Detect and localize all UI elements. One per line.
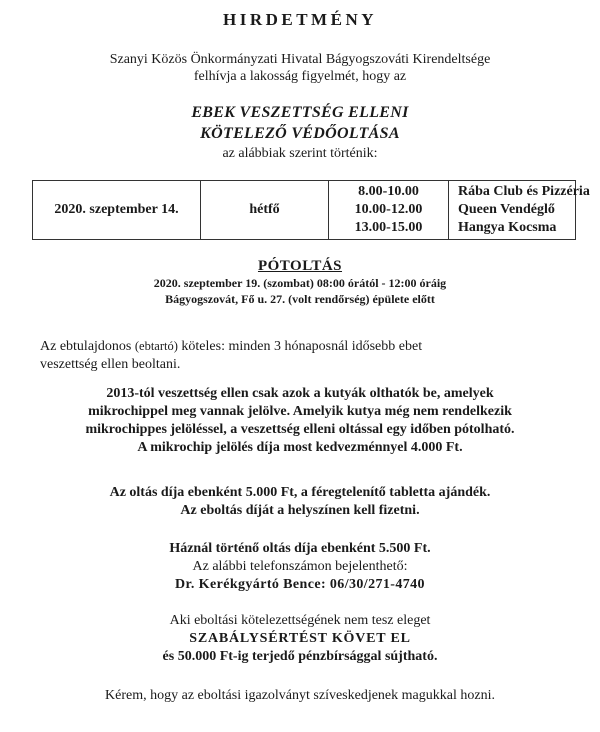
schedule-places — [449, 181, 590, 239]
schedule-time-2: 10.00-12.00 — [354, 202, 423, 217]
schedule-place-3: Hangya Kocsma — [458, 220, 557, 235]
schedule-table — [32, 180, 590, 240]
fine-offence: SZABÁLYSÉRTÉST KÖVET EL — [189, 631, 411, 646]
fine-line-1: Aki eboltási kötelezettségének nem tesz eleget — [169, 613, 431, 628]
makeup-title: PÓTOLTÁS — [257, 258, 343, 274]
issuer-line-1: Szanyi Közös Önkormányzati Hivatal Bágyogszováti Kirendeltsége — [109, 52, 491, 67]
chip-line-3: mikrochippes jelöléssel, a veszettség elleni oltással egy időben pótolható. — [85, 422, 515, 437]
fee-notice — [0, 484, 600, 520]
schedule-place-2: Queen Vendéglő — [458, 202, 555, 217]
fine-amount: és 50.000 Ft-ig terjedő pénzbírsággal sújtható. — [162, 649, 438, 664]
home-contact: Dr. Kerékgyártó Bence: 06/30/271-4740 — [175, 577, 425, 592]
owner-obligation — [40, 337, 570, 374]
fee-line-2: Az eboltás díját a helyszínen kell fizetni. — [180, 503, 420, 518]
owner-text-b: (ebtartó) — [134, 339, 178, 353]
home-phone-intro: Az alábbi telefonszámon bejelenthető: — [192, 559, 408, 574]
subject-line-3: az alábbiak szerint történik: — [222, 146, 378, 161]
page-title: HIRDETMÉNY — [222, 10, 377, 29]
home-vaccination-notice — [0, 540, 600, 594]
schedule-day: hétfő — [201, 181, 329, 239]
chip-line-1: 2013-tól veszettség ellen csak azok a kutyák olthatók be, amelyek — [106, 386, 494, 401]
subject-line-1: EBEK VESZETTSÉG ELLENI — [191, 104, 409, 121]
schedule-place-1: Rába Club és Pizzéria — [458, 184, 590, 199]
owner-text-d: : minden 3 hónaposnál idősebb ebet — [221, 339, 423, 354]
penalty-notice — [0, 612, 600, 666]
microchip-notice — [0, 385, 600, 457]
home-fee: Háznál történő oltás díja ebenként 5.500 Ft. — [169, 541, 431, 556]
schedule-time-1: 8.00-10.00 — [358, 184, 419, 199]
makeup-date: 2020. szeptember 19. (szombat) 08:00 órától - 12:00 óráig — [153, 276, 447, 290]
closing-request: Kérem, hogy az eboltási igazolványt szíveskedjenek magukkal hozni. — [105, 688, 495, 703]
owner-text-line2: veszettség ellen beoltani. — [40, 357, 181, 372]
schedule-time-3: 13.00-15.00 — [354, 220, 423, 235]
schedule-times — [329, 181, 449, 239]
owner-text-c: köteles — [177, 339, 222, 354]
schedule-date: 2020. szeptember 14. — [33, 181, 201, 239]
fee-line-1: Az oltás díja ebenként 5.000 Ft, a féregtelenítő tabletta ajándék. — [109, 485, 491, 500]
chip-line-2: mikrochippel meg vannak jelölve. Amelyik kutya még nem rendelkezik — [88, 404, 512, 419]
owner-text-a: Az ebtulajdonos — [40, 339, 135, 354]
chip-line-4: A mikrochip jelölés díja most kedvezménnyel 4.000 Ft. — [137, 440, 463, 455]
makeup-location: Bágyogszovát, Fő u. 27. (volt rendőrség) épülete előtt — [165, 292, 435, 306]
subject-line-2: KÖTELEZŐ VÉDŐOLTÁSA — [200, 125, 400, 142]
issuer-line-2: felhívja a lakosság figyelmét, hogy az — [193, 69, 407, 84]
